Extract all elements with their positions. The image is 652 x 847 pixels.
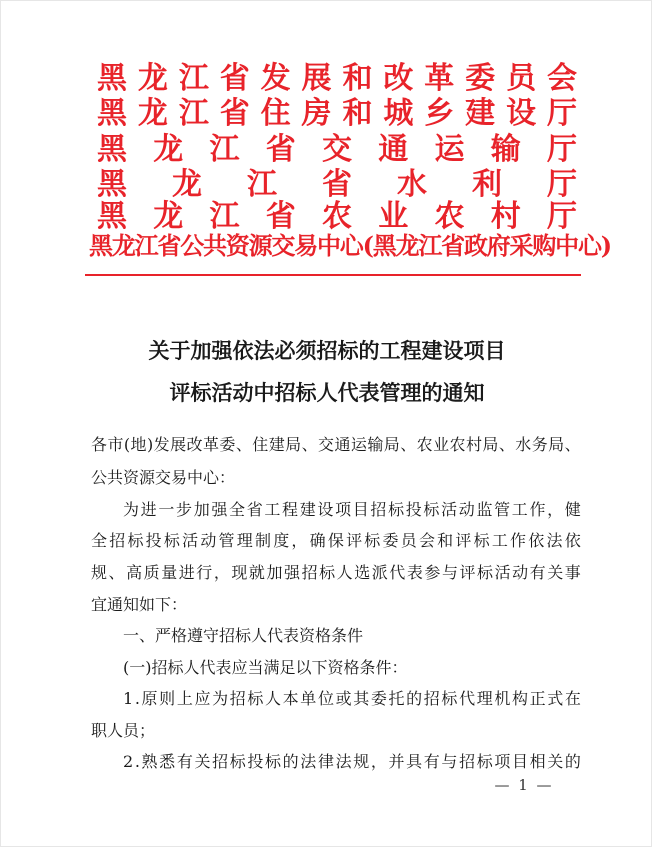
text-char: 管 bbox=[218, 531, 235, 550]
text-char: 、 bbox=[108, 563, 125, 582]
text-char: 动 bbox=[200, 531, 217, 550]
text-char: 活 bbox=[182, 531, 199, 550]
agency-char: 省 bbox=[322, 167, 352, 202]
text-char: 项 bbox=[494, 752, 511, 771]
agency-char: 厅 bbox=[547, 199, 577, 234]
text-char: 的 bbox=[282, 752, 299, 771]
text-char: 与 bbox=[441, 563, 458, 582]
text-char: 度 bbox=[273, 531, 290, 550]
text-char: 进 bbox=[178, 563, 195, 582]
text-char: 强 bbox=[284, 563, 301, 582]
addressee-line-1 bbox=[91, 437, 581, 453]
text-char: 关 bbox=[547, 752, 564, 771]
text-char: 监 bbox=[476, 500, 493, 519]
text-char: 业 bbox=[433, 435, 450, 454]
agency-char: 省 bbox=[265, 132, 296, 167]
agency-char: 员 bbox=[506, 61, 537, 96]
text-char: 招 bbox=[229, 689, 246, 708]
agency-name-development-reform bbox=[97, 61, 577, 96]
text-char: 加 bbox=[266, 563, 283, 582]
text-char: 委 bbox=[382, 531, 399, 550]
text-char: 行 bbox=[196, 563, 213, 582]
document-title-line-2: 评标活动中招标人代表管理的通知 bbox=[169, 380, 485, 405]
text-char: 规 bbox=[353, 752, 370, 771]
agency-char: 江 bbox=[209, 132, 240, 167]
text-char: 单 bbox=[300, 689, 317, 708]
text-char: 标 bbox=[388, 500, 405, 519]
text-char: 质 bbox=[143, 563, 160, 582]
text-char: 工 bbox=[264, 500, 281, 519]
agency-char: 江 bbox=[247, 167, 277, 202]
agency-char: 业 bbox=[378, 199, 409, 234]
text-char: 理 bbox=[476, 689, 493, 708]
agency-char: 和 bbox=[342, 61, 373, 96]
agency-char: 龙 bbox=[172, 167, 202, 202]
text-char: 农 bbox=[416, 435, 433, 454]
text-char: 的 bbox=[406, 689, 423, 708]
agency-name-water bbox=[97, 167, 577, 202]
text-char: 标 bbox=[441, 689, 458, 708]
text-char: 律 bbox=[317, 752, 334, 771]
agency-char: 厅 bbox=[547, 132, 577, 167]
text-char: 市 bbox=[107, 435, 124, 454]
text-char: 就 bbox=[248, 563, 265, 582]
text-char: 为 bbox=[123, 500, 140, 519]
text-char: 会 bbox=[418, 531, 435, 550]
agency-char: 展 bbox=[301, 61, 332, 96]
text-char: 关 bbox=[547, 563, 564, 582]
text-char: 改 bbox=[186, 435, 203, 454]
text-char: 则 bbox=[159, 689, 176, 708]
text-char: 强 bbox=[211, 500, 228, 519]
agency-char: 交 bbox=[322, 132, 352, 167]
text-char: 并 bbox=[388, 752, 405, 771]
text-char: 原 bbox=[141, 689, 158, 708]
text-char: 委 bbox=[370, 689, 387, 708]
text-char: 2 bbox=[123, 752, 134, 771]
text-char: 标 bbox=[364, 531, 381, 550]
section-heading-1: 一、严格遵守招标人代表资格条件 bbox=[123, 626, 364, 645]
text-char: 式 bbox=[547, 689, 564, 708]
addressee-line-2: 公共资源交易中心： bbox=[91, 468, 236, 487]
agency-char: 通 bbox=[378, 132, 409, 167]
agency-char: 村 bbox=[490, 199, 521, 234]
agency-char: 革 bbox=[424, 61, 455, 96]
text-char: 、 bbox=[400, 435, 417, 454]
text-char: 健 bbox=[564, 500, 581, 519]
text-char: 农 bbox=[449, 435, 466, 454]
agency-char: 黑 bbox=[97, 167, 127, 202]
text-char: 上 bbox=[176, 689, 193, 708]
text-char: 运 bbox=[350, 435, 367, 454]
text-char: 目 bbox=[511, 752, 528, 771]
document-title-line-1: 关于加强依法必须招标的工程建设项目 bbox=[148, 338, 506, 363]
text-char: 管 bbox=[494, 500, 511, 519]
text-char: 建 bbox=[268, 435, 285, 454]
text-char: 工 bbox=[491, 531, 508, 550]
text-char: 代 bbox=[389, 563, 406, 582]
text-char: 委 bbox=[219, 435, 236, 454]
text-char: 目 bbox=[352, 500, 369, 519]
text-char: 活 bbox=[441, 500, 458, 519]
text-char: 革 bbox=[202, 435, 219, 454]
text-char: 住 bbox=[252, 435, 269, 454]
page-number: — 1 — bbox=[494, 776, 554, 794]
text-char: 标 bbox=[247, 689, 264, 708]
text-char: 选 bbox=[354, 563, 371, 582]
text-char: 制 bbox=[254, 531, 271, 550]
text-char: ， bbox=[547, 500, 564, 519]
agency-char: 改 bbox=[383, 61, 414, 96]
text-char: 项 bbox=[335, 500, 352, 519]
agency-char: 住 bbox=[260, 96, 291, 131]
text-char: 发 bbox=[153, 435, 170, 454]
agency-char: 运 bbox=[434, 132, 465, 167]
text-char: 的 bbox=[564, 752, 581, 771]
text-char: 、 bbox=[564, 435, 581, 454]
text-char: 动 bbox=[458, 500, 475, 519]
text-char: 工 bbox=[511, 500, 528, 519]
list-item-1-line-2: 职人员； bbox=[91, 721, 156, 740]
text-char: 具 bbox=[406, 752, 423, 771]
agency-name-public-resource-center: 黑龙江省公共资源交易中心(黑龙江省政府采购中心) bbox=[89, 231, 611, 260]
text-char: 村 bbox=[465, 435, 482, 454]
body-paragraph-1-line-1 bbox=[123, 502, 581, 518]
text-char: 法 bbox=[546, 531, 563, 550]
text-char: 各 bbox=[91, 435, 108, 454]
agency-char: 省 bbox=[219, 61, 250, 96]
text-char: 评 bbox=[459, 563, 476, 582]
text-char: 与 bbox=[441, 752, 458, 771]
list-item-1-line-1 bbox=[123, 691, 581, 707]
agency-char: 江 bbox=[178, 96, 209, 131]
agency-char: 乡 bbox=[424, 96, 455, 131]
text-char: 地 bbox=[130, 435, 147, 454]
body-paragraph-1-line-4: 宜通知如下： bbox=[91, 595, 188, 614]
text-char: 有 bbox=[423, 752, 440, 771]
text-char: 一 bbox=[158, 500, 175, 519]
agency-char: 利 bbox=[472, 167, 502, 202]
text-char: 投 bbox=[405, 500, 422, 519]
agency-char: 龙 bbox=[153, 132, 184, 167]
text-char: 局 bbox=[383, 435, 400, 454]
subsection-heading-1: (一)招标人代表应当满足以下资格条件： bbox=[123, 658, 408, 677]
text-char: ， bbox=[213, 563, 230, 582]
text-char: 应 bbox=[194, 689, 211, 708]
text-char: 设 bbox=[317, 500, 334, 519]
text-char: 员 bbox=[400, 531, 417, 550]
body-paragraph-1-line-2 bbox=[91, 533, 581, 549]
text-char: 熟 bbox=[141, 752, 158, 771]
text-char: 作 bbox=[529, 500, 546, 519]
text-char: 在 bbox=[564, 689, 581, 708]
text-char: 建 bbox=[299, 500, 316, 519]
text-char: 标 bbox=[319, 563, 336, 582]
agency-name-transport bbox=[97, 132, 577, 167]
text-char: 有 bbox=[176, 752, 193, 771]
text-char: 托 bbox=[388, 689, 405, 708]
agency-char: 黑 bbox=[97, 132, 127, 167]
text-char: 规 bbox=[91, 563, 108, 582]
agency-char: 省 bbox=[219, 96, 250, 131]
text-char: 招 bbox=[423, 689, 440, 708]
text-char: 活 bbox=[494, 563, 511, 582]
agency-name-agriculture bbox=[97, 199, 577, 234]
text-char: 标 bbox=[477, 563, 494, 582]
text-char: 高 bbox=[126, 563, 143, 582]
text-char: 参 bbox=[424, 563, 441, 582]
text-char: 人 bbox=[265, 689, 282, 708]
text-char: 输 bbox=[367, 435, 384, 454]
agency-char: 房 bbox=[301, 96, 332, 131]
text-char: 招 bbox=[212, 752, 229, 771]
text-char: 局 bbox=[285, 435, 302, 454]
text-char: 相 bbox=[529, 752, 546, 771]
text-char: 标 bbox=[476, 752, 493, 771]
text-char: 、 bbox=[498, 435, 515, 454]
text-char: 展 bbox=[170, 435, 187, 454]
text-char: 省 bbox=[246, 500, 263, 519]
text-char: 全 bbox=[229, 500, 246, 519]
text-char: 表 bbox=[406, 563, 423, 582]
agency-char: 建 bbox=[465, 96, 496, 131]
agency-char: 输 bbox=[490, 132, 521, 167]
agency-char: 水 bbox=[397, 167, 427, 202]
text-char: ， bbox=[291, 531, 308, 550]
text-char: 理 bbox=[236, 531, 253, 550]
text-char: 代 bbox=[459, 689, 476, 708]
agency-char: 设 bbox=[506, 96, 537, 131]
agency-char: 江 bbox=[178, 61, 209, 96]
text-char: 现 bbox=[231, 563, 248, 582]
text-char: 交 bbox=[318, 435, 335, 454]
text-char: 确 bbox=[309, 531, 326, 550]
text-char: 局 bbox=[482, 435, 499, 454]
text-char: 进 bbox=[140, 500, 157, 519]
text-char: 招 bbox=[459, 752, 476, 771]
text-char: . bbox=[134, 752, 140, 771]
list-item-2-line-1 bbox=[123, 754, 581, 770]
text-char: 事 bbox=[564, 563, 581, 582]
text-char: ) bbox=[146, 435, 154, 454]
agency-char: 黑 bbox=[97, 199, 127, 234]
text-char: 评 bbox=[346, 531, 363, 550]
agency-char: 农 bbox=[434, 199, 465, 234]
agency-char: 城 bbox=[383, 96, 414, 131]
agency-char: 农 bbox=[322, 199, 352, 234]
text-char: ( bbox=[123, 435, 131, 454]
text-char: 依 bbox=[564, 531, 581, 550]
text-char: 人 bbox=[336, 563, 353, 582]
text-char: 标 bbox=[265, 752, 282, 771]
text-char: 通 bbox=[334, 435, 351, 454]
text-char: 为 bbox=[212, 689, 229, 708]
text-char: 全 bbox=[91, 531, 108, 550]
text-char: 作 bbox=[510, 531, 527, 550]
text-char: 投 bbox=[247, 752, 264, 771]
text-char: 位 bbox=[317, 689, 334, 708]
text-char: 法 bbox=[335, 752, 352, 771]
agency-char: 厅 bbox=[546, 96, 577, 131]
text-char: 量 bbox=[161, 563, 178, 582]
text-char: ， bbox=[370, 752, 387, 771]
agency-char: 龙 bbox=[137, 96, 168, 131]
text-char: 正 bbox=[529, 689, 546, 708]
agency-char: 省 bbox=[265, 199, 296, 234]
text-char: 法 bbox=[300, 752, 317, 771]
agency-char: 龙 bbox=[137, 61, 168, 96]
text-char: 招 bbox=[370, 500, 387, 519]
text-char: 标 bbox=[127, 531, 144, 550]
agency-char: 委 bbox=[465, 61, 496, 96]
header-divider bbox=[85, 274, 581, 276]
agency-char: 和 bbox=[342, 96, 373, 131]
text-char: 招 bbox=[301, 563, 318, 582]
text-char: 标 bbox=[163, 531, 180, 550]
text-char: 依 bbox=[528, 531, 545, 550]
text-char: 派 bbox=[371, 563, 388, 582]
text-char: 评 bbox=[455, 531, 472, 550]
text-char: 招 bbox=[109, 531, 126, 550]
agency-char: 龙 bbox=[153, 199, 184, 234]
agency-name-housing bbox=[97, 96, 577, 131]
agency-char: 江 bbox=[209, 199, 240, 234]
agency-char: 黑 bbox=[97, 96, 127, 131]
text-char: 标 bbox=[473, 531, 490, 550]
agency-char: 厅 bbox=[547, 167, 577, 202]
text-char: 、 bbox=[235, 435, 252, 454]
agency-char: 会 bbox=[546, 61, 577, 96]
text-char: 局 bbox=[548, 435, 565, 454]
text-char: 标 bbox=[229, 752, 246, 771]
text-char: 程 bbox=[282, 500, 299, 519]
text-char: 或 bbox=[335, 689, 352, 708]
text-char: 加 bbox=[193, 500, 210, 519]
text-char: 悉 bbox=[159, 752, 176, 771]
text-char: 1 bbox=[123, 689, 134, 708]
text-char: 、 bbox=[301, 435, 318, 454]
text-char: 和 bbox=[437, 531, 454, 550]
text-char: 本 bbox=[282, 689, 299, 708]
text-char: 水 bbox=[515, 435, 532, 454]
text-char: 保 bbox=[327, 531, 344, 550]
text-char: 构 bbox=[511, 689, 528, 708]
text-char: 机 bbox=[494, 689, 511, 708]
text-char: 标 bbox=[423, 500, 440, 519]
agency-char: 黑 bbox=[97, 61, 127, 96]
body-paragraph-1-line-3 bbox=[91, 565, 581, 581]
agency-char: 发 bbox=[260, 61, 291, 96]
text-char: . bbox=[134, 689, 140, 708]
text-char: 步 bbox=[176, 500, 193, 519]
text-char: 有 bbox=[529, 563, 546, 582]
text-char: 动 bbox=[512, 563, 529, 582]
text-char: 关 bbox=[194, 752, 211, 771]
text-char: 其 bbox=[353, 689, 370, 708]
text-char: 投 bbox=[145, 531, 162, 550]
text-char: 务 bbox=[531, 435, 548, 454]
